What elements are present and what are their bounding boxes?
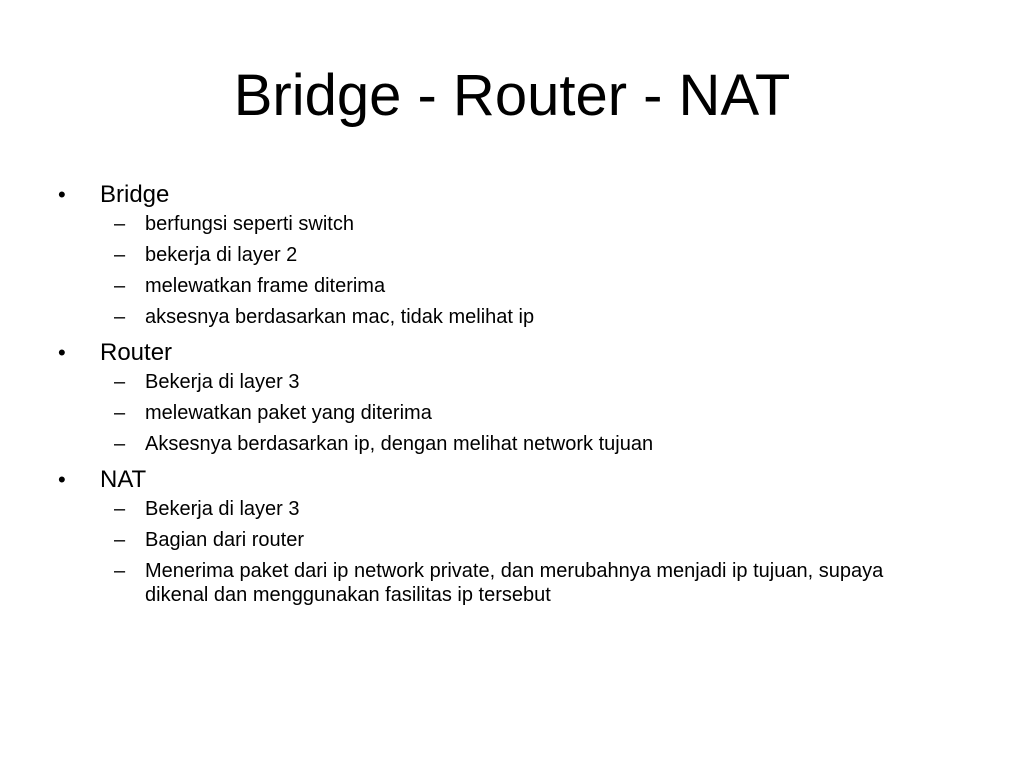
bullet-heading-bridge: Bridge [100, 181, 170, 208]
sub-item-text: Menerima paket dari ip network private, dan merubahnya menjadi ip tujuan, supaya dikenal dan menggunakan fasilitas ip tersebut [145, 560, 884, 606]
slide-title: Bridge - Router - NAT [233, 63, 791, 128]
bullet-heading-nat: NAT [100, 466, 147, 493]
sub-item [100, 212, 956, 236]
sub-item-text: Bagian dari router [145, 529, 304, 551]
dash-marker: – [114, 244, 126, 266]
dash-marker: – [114, 371, 126, 393]
dash-marker: – [114, 433, 126, 455]
sub-item [100, 559, 956, 607]
dash-marker: – [114, 306, 126, 328]
bullet-list [56, 178, 956, 614]
sub-item [100, 274, 956, 298]
sub-list-router [100, 370, 956, 456]
bullet-marker: • [58, 340, 66, 365]
dash-marker: – [114, 213, 126, 235]
sub-item-text: berfungsi seperti switch [145, 213, 354, 235]
sub-item [100, 528, 956, 552]
dash-marker: – [114, 529, 126, 551]
bullet-marker: • [58, 467, 66, 492]
sub-item-text: Aksesnya berdasarkan ip, dengan melihat network tujuan [145, 433, 654, 455]
sub-item [100, 432, 956, 456]
sub-item-text: melewatkan paket yang diterima [145, 402, 432, 424]
bullet-heading-router: Router [100, 339, 173, 366]
bullet-marker: • [58, 182, 66, 207]
dash-marker: – [114, 402, 126, 424]
sub-item [100, 401, 956, 425]
sub-list-nat [100, 497, 956, 607]
sub-item-text: aksesnya berdasarkan mac, tidak melihat ip [145, 306, 535, 328]
sub-item-text: melewatkan frame diterima [145, 275, 386, 297]
dash-marker: – [114, 560, 126, 582]
sub-item [100, 370, 956, 394]
dash-marker: – [114, 275, 126, 297]
sub-item [100, 243, 956, 267]
sub-item [100, 305, 956, 329]
sub-item-text: Bekerja di layer 3 [145, 498, 300, 520]
bullet-nat [56, 463, 956, 607]
sub-list-bridge [100, 212, 956, 329]
sub-item [100, 497, 956, 521]
sub-item-text: Bekerja di layer 3 [145, 371, 300, 393]
dash-marker: – [114, 498, 126, 520]
bullet-bridge [56, 178, 956, 329]
bullet-router [56, 336, 956, 456]
sub-item-text: bekerja di layer 2 [145, 244, 298, 266]
